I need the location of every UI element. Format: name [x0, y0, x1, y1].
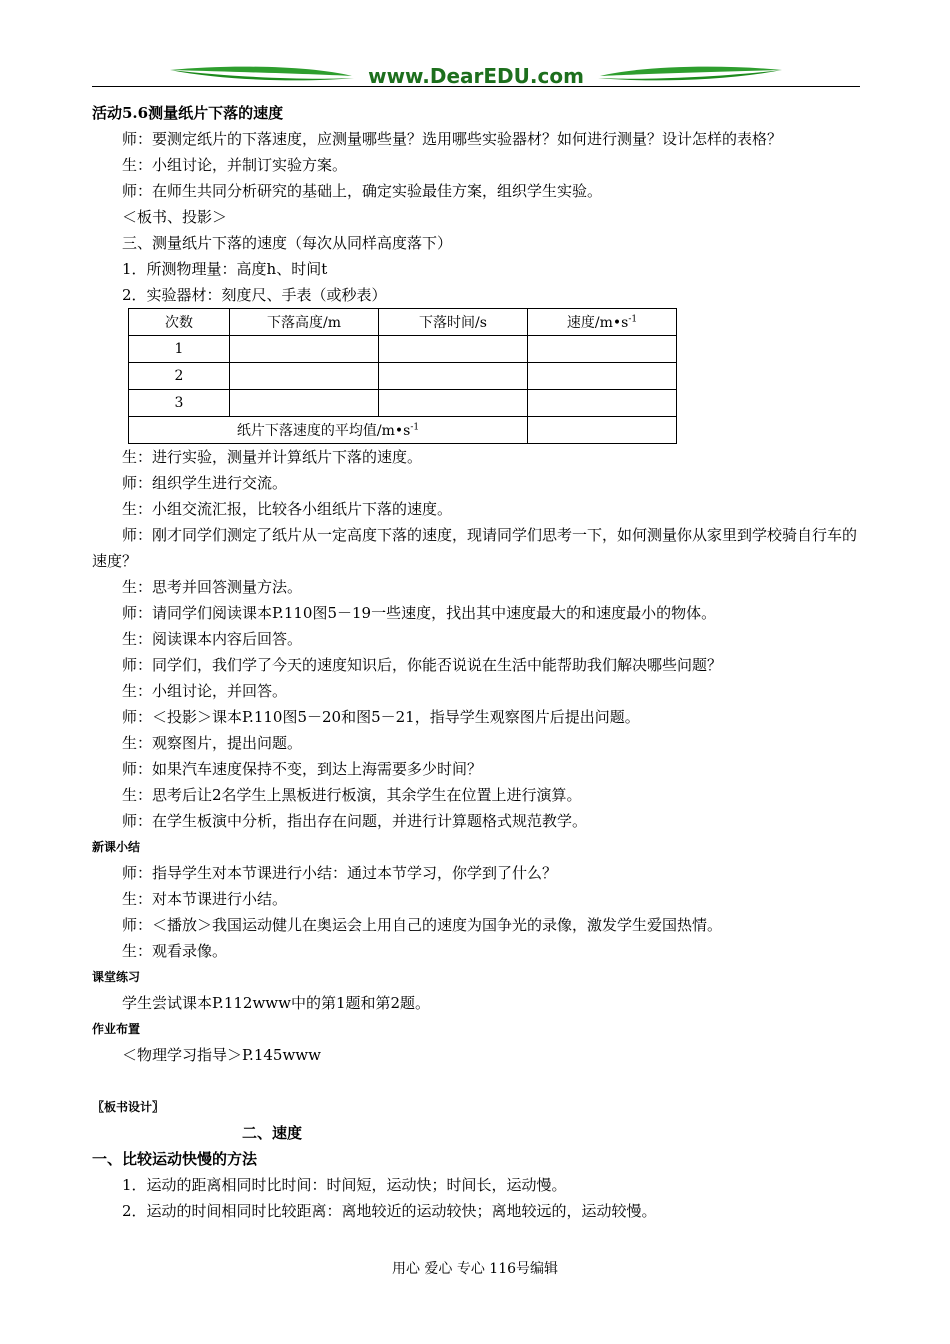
text-line: 三、测量纸片下落的速度（每次从同样高度落下） — [122, 234, 453, 252]
text-line: ＜物理学习指导＞P.145www — [122, 1046, 321, 1064]
page-footer: 用心 爱心 专心 116号编辑 — [391, 1261, 559, 1277]
table-header-row — [129, 309, 677, 336]
unit-exponent: -1 — [628, 314, 638, 325]
section-heading-summary: 新课小结 — [92, 840, 141, 854]
measurement-table — [128, 308, 677, 444]
spacer — [92, 1068, 860, 1094]
text-line: 2．运动的时间相同时比较距离：离地较近的运动较快；离地较远的，运动较慢。 — [122, 1202, 657, 1220]
table-row — [129, 390, 677, 417]
section-heading-practice: 课堂练习 — [92, 970, 141, 984]
text-line: 生：对本节课进行小结。 — [122, 890, 288, 908]
text-line: 生：小组交流汇报，比较各小组纸片下落的速度。 — [122, 500, 453, 518]
table-cell: 2 — [129, 363, 230, 390]
text-line: 师：要测定纸片的下落速度，应测量哪些量？选用哪些实验器材？如何进行测量？设计怎样的表格？ — [122, 130, 783, 148]
table-average-row — [129, 417, 677, 444]
text-line: 生：阅读课本内容后回答。 — [122, 630, 303, 648]
section-heading-homework: 作业布置 — [92, 1022, 141, 1036]
table-average-label — [129, 417, 528, 444]
text-line: 生：思考后让2名学生上黑板进行板演，其余学生在位置上进行演算。 — [122, 786, 582, 804]
document-body — [92, 100, 860, 1224]
text-line: 生：进行实验，测量并计算纸片下落的速度。 — [122, 448, 423, 466]
text-line: 师：＜投影＞课本P.110图5－20和图5－21，指导学生观察图片后提出问题。 — [122, 708, 640, 726]
table-cell — [528, 390, 677, 417]
text-line: 生：小组讨论，并制订实验方案。 — [122, 156, 348, 174]
text-line: 师：请同学们阅读课本P.110图5－19一些速度，找出其中速度最大的和速度最小的物体。 — [122, 604, 717, 622]
table-cell — [379, 336, 528, 363]
board-section-heading: 一、比较运动快慢的方法 — [92, 1150, 258, 1168]
text-line: 师：同学们，我们学了今天的速度知识后，你能否说说在生活中能帮助我们解决哪些问题？ — [122, 656, 723, 674]
text-line: 师：组织学生进行交流。 — [122, 474, 288, 492]
table-header-cell — [528, 309, 677, 336]
average-label-text: 纸片下落速度的平均值/m•s — [236, 423, 411, 439]
table-header-cell: 次数 — [129, 309, 230, 336]
table-cell — [230, 336, 379, 363]
text-line: 生：小组讨论，并回答。 — [122, 682, 288, 700]
text-line: 师：在学生板演中分析，指出存在问题，并进行计算题格式规范教学。 — [122, 812, 588, 830]
speed-unit-text: 速度/m•s — [566, 315, 629, 331]
text-line: 生：观看录像。 — [122, 942, 228, 960]
header-site-text: www.DearEDU.com — [368, 64, 584, 88]
table-cell — [528, 336, 677, 363]
header-divider — [92, 86, 860, 87]
table-header-cell: 下落时间/s — [379, 309, 528, 336]
table-cell: 3 — [129, 390, 230, 417]
text-line: 师：如果汽车速度保持不变，到达上海需要多少时间？ — [122, 760, 483, 778]
text-line: 1．所测物理量：高度h、时间t — [122, 260, 328, 278]
text-paragraph: 师：刚才同学们测定了纸片从一定高度下落的速度，现请同学们思考一下，如何测量你从家里到学校骑自行车的速度？ — [92, 526, 858, 570]
table-cell — [230, 363, 379, 390]
activity-title: 活动5.6测量纸片下落的速度 — [92, 104, 284, 122]
text-line: 师：在师生共同分析研究的基础上，确定实验最佳方案，组织学生实验。 — [122, 182, 603, 200]
text-line: 师：＜播放＞我国运动健儿在奥运会上用自己的速度为国争光的录像，激发学生爱国热情。 — [122, 916, 723, 934]
text-line: 1．运动的距离相同时比时间：时间短，运动快；时间长，运动慢。 — [122, 1176, 567, 1194]
text-line: 生：观察图片，提出问题。 — [122, 734, 303, 752]
table-cell — [528, 363, 677, 390]
table-cell — [379, 390, 528, 417]
unit-exponent: -1 — [410, 422, 420, 433]
text-line: 2．实验器材：刻度尺、手表（或秒表） — [122, 286, 387, 304]
table-cell — [379, 363, 528, 390]
section-heading-board: 〖板书设计〗 — [92, 1100, 165, 1114]
table-header-cell: 下落高度/m — [230, 309, 379, 336]
text-line: ＜板书、投影＞ — [122, 208, 228, 226]
table-cell — [230, 390, 379, 417]
table-row — [129, 336, 677, 363]
table-row — [129, 363, 677, 390]
text-line: 师：指导学生对本节课进行小结：通过本节学习，你学到了什么？ — [122, 864, 558, 882]
table-cell: 1 — [129, 336, 230, 363]
table-cell — [528, 417, 677, 444]
board-title: 二、速度 — [242, 1124, 303, 1142]
text-line: 学生尝试课本P.112www中的第1题和第2题。 — [122, 994, 431, 1012]
text-line: 生：思考并回答测量方法。 — [122, 578, 303, 596]
